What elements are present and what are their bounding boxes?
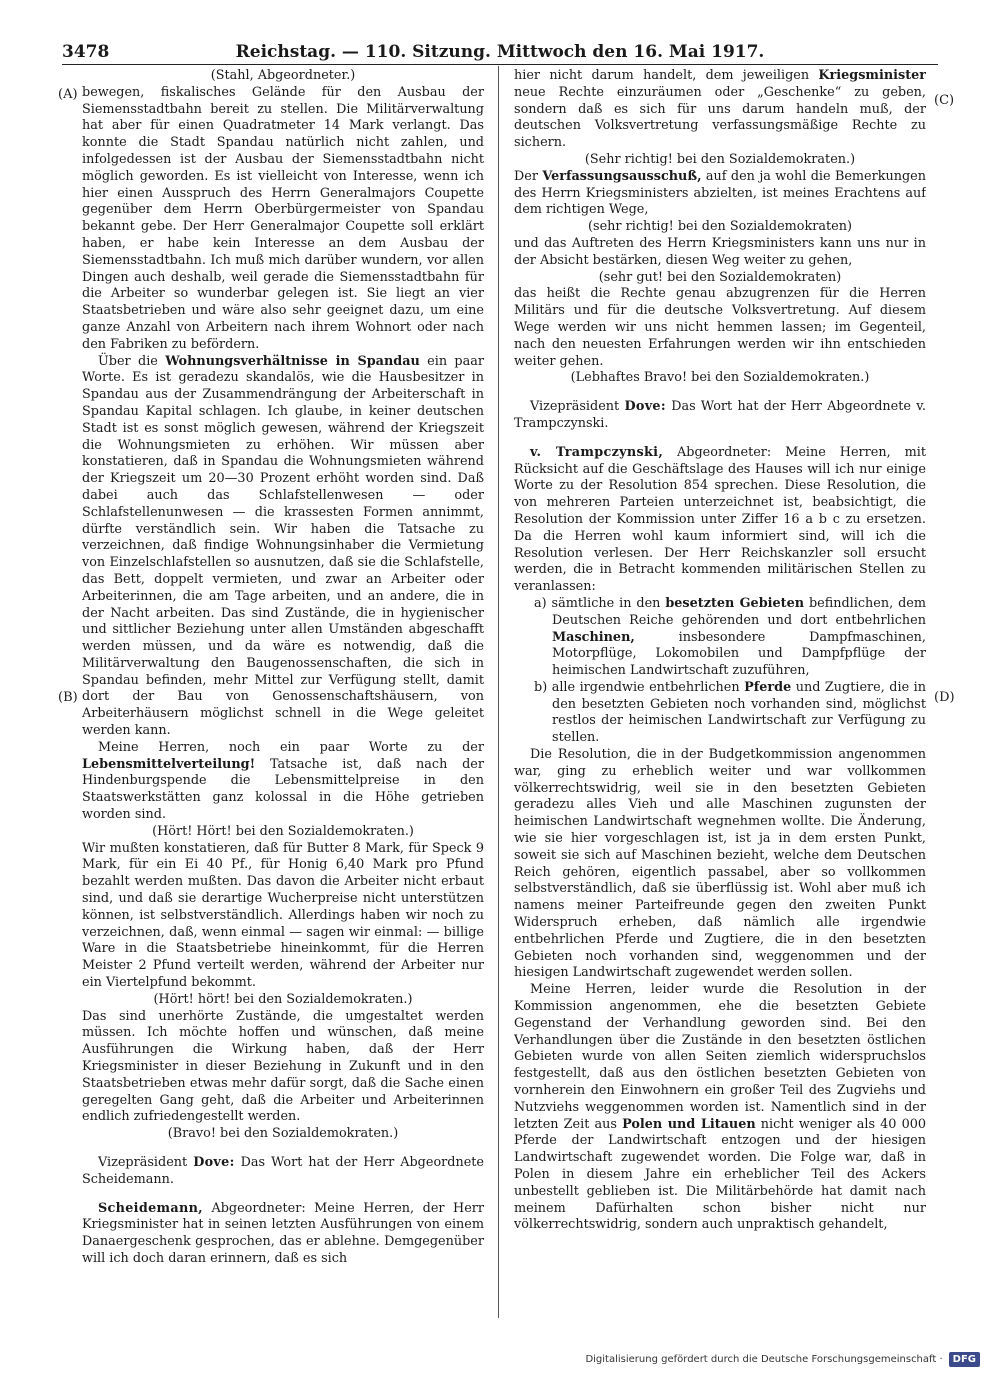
emphasis: Polen und Litauen	[622, 1116, 756, 1132]
paragraph: bewegen, fiskalisches Gelände für den Ausbau der Siemensstadtbahn bereit zu stellen. Die Militärverwaltung hat aber für einen Quadratmeter 14 Mark verlangt. Das konnte die Stadt Spandau natürlich nicht zahlen, und infolgedessen ist der Ausbau der Siemensstadtbahn nicht möglich geworden. Es ist vielleicht von Interesse, wenn ich hier einen Ausspruch des Herrn Generalmajors Coupette gegenüber dem Herrn Oberbürgermeister von Spandau bekannt gebe. Der Herr Generalmajor Coupette soll erklärt haben, er habe kein Interesse an dem Ausbau der Siemensstadtbahn. Ich muß mich darüber wundern, vor allen Dingen auch deshalb, weil gerade die Siemensstadtbahn für die Arbeiter so wunderbar gelegen ist. Sie liegt an vier Staatsbetrieben und wäre also sehr geeignet dazu, um eine ganze Anzahl von Arbeitern nach ihrem Wohnort oder nach den Fabriken zu befördern.	[82, 84, 484, 352]
dfg-logo: DFG	[949, 1352, 980, 1367]
paragraph: Meine Herren, noch ein paar Worte zu der Lebensmittelverteilung! Tatsache ist, daß nach der Hindenburgspende die Lebensmittelpreise in den Staatswerkstätten ganz kolossal in die Höhe getrieben worden sind.	[82, 739, 484, 823]
page-header	[62, 38, 938, 64]
left-column	[82, 68, 484, 1320]
interjection: (sehr gut! bei den Sozialdemokraten)	[598, 269, 842, 285]
emphasis: Kriegsminister	[818, 68, 926, 83]
emphasis: Verfassungsausschuß,	[542, 168, 702, 184]
speaker-continuation: (Stahl, Abgeordneter.)	[210, 68, 356, 83]
footer-credit	[585, 1349, 980, 1369]
paragraph: Die Resolution, die in der Budgetkommission angenommen war, ging zu erheblich weiter und war vollkommen völkerrechtswidrig, weil sie in den besetzten Gebieten geradezu alles Vieh und alle Maschinen zugunsten der heimischen Landwirtschaft wegnehmen wollte. Die Änderung, wie sie hier vorgeschlagen ist, ist ja in dem ersten Punkt, soweit sie sich auf Maschinen bezieht, welche dem Deutschen Reich gehören, eigentlich passabel, aber so vollkommen selbstverständlich, daß sie überflüssig ist. Wohl aber muß ich namens meiner Parteifreunde gegen den zweiten Punkt Widerspruch erheben, daß nämlich alle irgendwie entbehrlichen Pferde und Zugtiere, die in den besetzten Gebieten noch vorhanden sind, weggenommen und der hiesigen Landwirtschaft zugewendet werden sollen.	[514, 747, 926, 981]
margin-mark-b: (B)	[58, 690, 78, 705]
paragraph: Meine Herren, leider wurde die Resolution in der Kommission angenommen, ehe die besetzten Gebiete Gegenstand der Verhandlung geworden sind. Bei den Verhandlungen über die Zustände in den besetzten östlichen Gebieten wurde von allen Seiten ziemlich widerspruchslos festgestellt, daß aus den östlichen besetzten Gebieten von vornherein den Einwohnern ein großer Teil des Zugviehs und Nutzviehs weggenommen worden ist. Namentlich sind in der letzten Zeit aus Polen und Litauen nicht weniger als 40 000 Pferde der Landwirtschaft entzogen und der hiesigen Landwirtschaft zugewendet worden. Die Folge war, daß in Polen in diesem Jahre ein erheblicher Teil des Ackers unbestellt geblieben ist. Die Militärbehörde hat damit nach meinem Dafürhalten schon bisher nicht nur völkerrechtswidrig, sondern auch unpraktisch gehandelt,	[514, 982, 926, 1233]
emphasis: besetzten Gebieten	[665, 595, 805, 611]
paragraph: Über die Wohnungsverhältnisse in Spandau ein paar Worte. Es ist geradezu skandalös, wie die Hausbesitzer in Spandau aus der Zusammendrängung der Arbeiterschaft in Spandau Kapital schlagen. Ich glaube, in keiner deutschen Stadt ist es sonst möglich gewesen, während der Kriegszeit die Wohnungsmieten zu erhöhen. Wir müssen aber konstatieren, daß in Spandau die Wohnungsmieten während der Kriegszeit um 20—30 Prozent erhöht worden sind. Daß dabei auch das Schlafstellenwesen — oder Schlafstellenunwesen — die krassesten Formen annimmt, dürfte verständlich sein. Wir haben die Tatsache zu verzeichnen, daß findige Wohnungsinhaber die Vermietung von Einzelschlafstellen so ausnutzen, daß sie die Schlafstelle, das Bett, doppelt vermieten, und zwar an Arbeiter oder Arbeiterinnen, die am Tage arbeiten, und an andere, die in der Nacht arbeiten. Das sind Zustände, die in hygienischer und sittlicher Beziehung unter allen Umständen abgeschafft werden müssen, und da wäre es notwendig, daß die Militärverwaltung den Baugenossenschaften, die sich in Spandau befinden, mehr Mittel zur Verfügung stellt, damit dort der Bau von Genossenschaftshäusern, von Arbeiterhäusern möglichst schnell in die Wege geleitet werden kann.	[82, 353, 484, 739]
footer-text: Digitalisierung gefördert durch die Deutsche Forschungsgemeinschaft ·	[585, 1353, 943, 1365]
margin-mark-d: (D)	[934, 690, 955, 705]
paragraph: Vizepräsident Dove: Das Wort hat der Herr Abgeordnete v. Trampczynski.	[514, 399, 926, 431]
header-rule	[62, 64, 938, 65]
margin-mark-a: (A)	[58, 87, 78, 102]
emphasis: Maschinen,	[552, 629, 635, 645]
paragraph: Wir mußten konstatieren, daß für Butter 8 Mark, für Speck 9 Mark, für ein Ei 40 Pf., für Honig 6,40 Mark pro Pfund bezahlt werden mußten. Das davon die Arbeiter nicht erbaut sind, und daß sie derartige Wucherpreise nicht unterstützen können, ist selbstverständlich. Allerdings haben wir noch zu verzeichnen, daß, wenn einmal — sagen wir einmal: — billige Ware in die Staatsbetriebe hineinkommt, für die Herren Meister 2 Pfund verteilt werden, während der Arbeiter nur ein Viertelpfund bekommt.	[82, 840, 484, 991]
speaker-name: Scheidemann,	[98, 1200, 203, 1216]
paragraph: Scheidemann, Abgeordneter: Meine Herren, der Herr Kriegsminister hat in seinen letzten Ausführungen von einem Danaergeschenk gesprochen, das er ablehne. Demgegenüber will ich doch daran erinnern, daß es sich	[82, 1200, 484, 1266]
paragraph: und das Auftreten des Herrn Kriegsministers kann uns nur in der Absicht bestärken, diesen Weg weiter zu gehen,	[514, 235, 926, 268]
speaker-name: Dove:	[193, 1155, 235, 1170]
interjection: (Bravo! bei den Sozialdemokraten.)	[167, 1126, 399, 1142]
paragraph: Der Verfassungsausschuß, auf den ja wohl die Bemerkungen des Herrn Kriegsministers abzielten, ist meines Erachtens auf dem richtigen Wege,	[514, 168, 926, 218]
paragraph: das heißt die Rechte genau abzugrenzen für die Herren Militärs und für die deutsche Volksvertretung. Auf diesem Wege werden wir uns nicht hemmen lassen; im Gegenteil, nach den neuesten Erfahrungen werden wir ihn entschieden weiter gehen.	[514, 286, 926, 369]
speaker-name: v. Trampczynski,	[530, 444, 664, 460]
list-item: b) alle irgendwie entbehrlichen Pferde und Zugtiere, die in den besetzten Gebieten noch vorhanden sind, möglichst restlos der heimischen Landwirtschaft zur Verfügung zu stellen.	[534, 679, 926, 746]
interjection: (Lebhaftes Bravo! bei den Sozialdemokraten.)	[570, 370, 870, 386]
interjection: (Sehr richtig! bei den Sozialdemokraten.)	[584, 151, 856, 167]
margin-mark-c: (C)	[934, 93, 955, 108]
interjection: (Hört! Hört! bei den Sozialdemokraten.)	[152, 823, 414, 839]
column-divider	[498, 66, 499, 1318]
running-title: Reichstag. — 110. Sitzung. Mittwoch den 16. Mai 1917.	[235, 42, 765, 62]
right-column	[514, 68, 926, 1320]
list-item: a) sämtliche in den besetzten Gebieten befindlichen, dem Deutschen Reiche gehörenden und dort entbehrlichen Maschinen, insbesondere Dampfmaschinen, Motorpflüge, Lokomobilen und Dampfpflüge der heimischen Landwirtschaft zuzuführen,	[534, 595, 926, 679]
paragraph: hier nicht darum handelt, dem jeweiligen Kriegsminister neue Rechte einzuräumen oder „Geschenke“ zu geben, sondern daß es sich für uns darum handeln muß, der deutschen Volksvertretung verfassungsmäßige Rechte zu sichern.	[514, 68, 926, 151]
interjection: (sehr richtig! bei den Sozialdemokraten)	[588, 219, 852, 235]
emphasis: Wohnungsverhältnisse in Spandau	[165, 353, 420, 369]
page-number: 3478	[62, 42, 110, 62]
emphasis: Lebensmittelverteilung!	[82, 756, 256, 772]
interjection: (Hört! hört! bei den Sozialdemokraten.)	[153, 991, 413, 1007]
paragraph: Das sind unerhörte Zustände, die umgestaltet werden müssen. Ich möchte hoffen und wünschen, daß meine Ausführungen die Wirkung haben, daß der Herr Kriegsminister in dieser Beziehung in Zukunft und in den Staatsbetrieben etwas mehr dafür sorgt, daß die Sache einen geregelten Gang geht, daß die Arbeiter und Arbeiterinnen endlich zufriedengestellt werden.	[82, 1008, 484, 1125]
paragraph: Vizepräsident Dove: Das Wort hat der Herr Abgeordnete Scheidemann.	[82, 1155, 484, 1187]
paragraph: v. Trampczynski, Abgeordneter: Meine Herren, mit Rücksicht auf die Geschäftslage des Hauses will ich nur einige Worte zu der Resolution 854 sprechen. Diese Resolution, die von mehreren Parteien unterzeichnet ist, beabsichtigt, die Resolution der Kommission unter Ziffer 16 a b c zu ersetzen. Da die Herren wohl kaum informiert sind, will ich die Resolution verlesen. Der Herr Reichskanzler soll ersucht werden, die in Betracht kommenden militärischen Stellen zu veranlassen:	[514, 444, 926, 595]
speaker-name: Dove:	[624, 399, 666, 415]
emphasis: Pferde	[744, 679, 792, 695]
